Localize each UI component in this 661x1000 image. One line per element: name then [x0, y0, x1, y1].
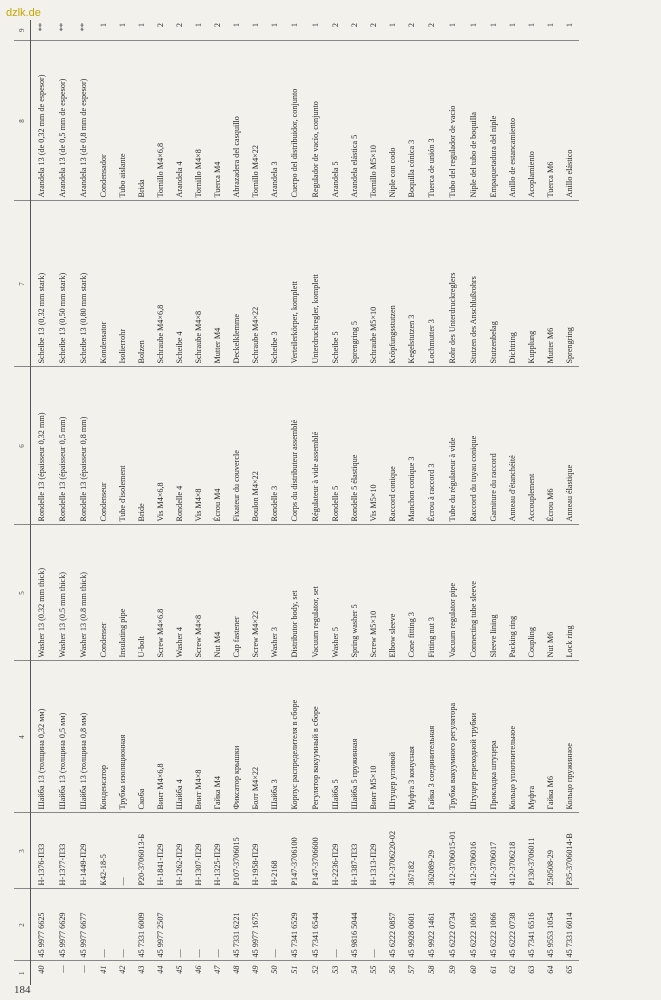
name-russian: Муфта 3 конусная: [402, 661, 421, 813]
item-number: —: [79, 965, 88, 973]
name-spanish: Arandela 3: [265, 41, 284, 201]
table-row: [227, 20, 246, 985]
item-number: 47: [213, 965, 222, 974]
catalog-code: 45 9922 1461: [421, 889, 442, 961]
name-french: Régulateur à vide assemblé: [305, 367, 326, 525]
name-english: Washer 4: [170, 525, 189, 661]
part-number: Н-1449-П29: [73, 813, 94, 889]
name-spanish: Arandela 13 (de 0,8 mm de espesor): [73, 41, 94, 201]
name-russian: Винт М4×6,8: [151, 661, 170, 813]
name-spanish: Niple con codo: [383, 41, 402, 201]
part-number: 412-3706015-01: [442, 813, 463, 889]
name-german: Sprengring: [560, 201, 579, 367]
table-row: [52, 20, 73, 985]
name-french: Garniture du raccord: [484, 367, 503, 525]
name-french: Manchon conique 3: [402, 367, 421, 525]
catalog-code: 45 9553 1054: [541, 889, 560, 961]
name-english: Insulating pipe: [113, 525, 132, 661]
table-row: [189, 20, 208, 985]
name-english: Vacuum regulator pipe: [442, 525, 463, 661]
catalog-code: 45 7341 6516: [522, 889, 541, 961]
name-french: Rondelle 13 (épaisseur 0,5 mm): [52, 367, 73, 525]
part-number: Н-1313-П29: [364, 813, 383, 889]
item-number: 40: [37, 965, 46, 974]
name-german: Schraube M4×8: [189, 201, 208, 367]
table-row: [522, 20, 541, 985]
name-russian: Шайба 5 пружинная: [345, 661, 364, 813]
catalog-code: 45 9977 1675: [246, 889, 265, 961]
item-number: 43: [137, 965, 146, 974]
item-number: —: [58, 965, 67, 973]
name-english: Vacuum regulator, set: [305, 525, 326, 661]
column-number: 6: [14, 367, 31, 525]
name-english: Washer 5: [326, 525, 345, 661]
name-russian: Шайба 5: [326, 661, 345, 813]
table-row: [503, 20, 522, 985]
name-spanish: Arandela 4: [170, 41, 189, 201]
name-french: Anneau élastique: [560, 367, 579, 525]
name-russian: Прокладка штуцера: [484, 661, 503, 813]
table-row: [305, 20, 326, 985]
table-body: [31, 20, 580, 985]
name-spanish: Tuerca de unión 3: [421, 41, 442, 201]
name-german: Scheibe 13 (0,50 mm stark): [52, 201, 73, 367]
parts-table-rotated: [14, 20, 654, 985]
quantity: 1: [463, 20, 484, 41]
catalog-code: 45 6222 0734: [442, 889, 463, 961]
quantity: 2: [364, 20, 383, 41]
item-number: 55: [369, 965, 378, 974]
name-french: Condenseur: [94, 367, 113, 525]
name-russian: Шайба 13 (толщина 0,8 мм): [73, 661, 94, 813]
catalog-code: —: [170, 889, 189, 961]
table-row: [402, 20, 421, 985]
column-number: 2: [14, 889, 31, 961]
name-german: Kupplung: [522, 201, 541, 367]
catalog-code: —: [208, 889, 227, 961]
name-english: Screw M5×10: [364, 525, 383, 661]
name-english: Packing ring: [503, 525, 522, 661]
name-french: Rondelle 13 (épaisseur 0,8 mm): [73, 367, 94, 525]
name-english: Spring washer 5: [345, 525, 364, 661]
name-german: Scheibe 3: [265, 201, 284, 367]
part-number: К42-18-5: [94, 813, 113, 889]
name-english: Sleeve lining: [484, 525, 503, 661]
name-english: U-bolt: [132, 525, 151, 661]
catalog-code: 45 9977 6625: [31, 889, 53, 961]
name-german: Sprengring 5: [345, 201, 364, 367]
quantity: 1: [522, 20, 541, 41]
quantity: **: [73, 20, 94, 41]
name-russian: Кольцо уплотнительное: [503, 661, 522, 813]
name-german: Scheibe 4: [170, 201, 189, 367]
item-number: 41: [99, 965, 108, 974]
part-number: Н-1376-П33: [31, 813, 53, 889]
name-russian: Фиксатор крышки: [227, 661, 246, 813]
name-spanish: Arandela 13 (de 0,32 mm de espesor): [31, 41, 53, 201]
name-english: Screw M4×8: [189, 525, 208, 661]
name-english: Cap fastener: [227, 525, 246, 661]
table-row: [73, 20, 94, 985]
name-english: Coupling: [522, 525, 541, 661]
name-french: Écrou M6: [541, 367, 560, 525]
item-number: 53: [331, 965, 340, 974]
catalog-code: 45 7341 6529: [284, 889, 305, 961]
quantity: 1: [305, 20, 326, 41]
name-spanish: Brida: [132, 41, 151, 201]
name-russian: Шайба 3: [265, 661, 284, 813]
item-number: 42: [118, 965, 127, 974]
name-french: Rondelle 4: [170, 367, 189, 525]
name-spanish: Tubo aislante: [113, 41, 132, 201]
name-french: Corps du distributeur assemblé: [284, 367, 305, 525]
quantity: 2: [151, 20, 170, 41]
name-spanish: Tornillo M5×10: [364, 41, 383, 201]
catalog-code: 45 9977 6677: [73, 889, 94, 961]
name-english: Nut M6: [541, 525, 560, 661]
item-number: 50: [270, 965, 279, 974]
item-number: 44: [156, 965, 165, 974]
table-row: [246, 20, 265, 985]
name-french: Tube d'isolement: [113, 367, 132, 525]
table-row: [151, 20, 170, 985]
part-number: —: [113, 813, 132, 889]
name-english: Elbow sleeve: [383, 525, 402, 661]
column-number: 1: [14, 961, 31, 985]
name-russian: Трубка вакуумного регулятора: [442, 661, 463, 813]
quantity: 1: [484, 20, 503, 41]
part-number: Н-1958-П29: [246, 813, 265, 889]
quantity: 1: [265, 20, 284, 41]
name-spanish: Tuerca M4: [208, 41, 227, 201]
catalog-code: 45 7331 6014: [560, 889, 579, 961]
watermark-text: dzlk.de: [6, 7, 41, 19]
name-french: Rondelle 5: [326, 367, 345, 525]
name-russian: Кольцо пружинное: [560, 661, 579, 813]
quantity: 1: [246, 20, 265, 41]
table-row: [284, 20, 305, 985]
name-russian: Винт М4×8: [189, 661, 208, 813]
quantity: 1: [541, 20, 560, 41]
item-number: 59: [448, 965, 457, 974]
name-russian: Болт М4×22: [246, 661, 265, 813]
name-english: Washer 13 (0.5 mm thick): [52, 525, 73, 661]
name-french: Raccord du tuyau conique: [463, 367, 484, 525]
name-russian: Муфта: [522, 661, 541, 813]
quantity: 2: [402, 20, 421, 41]
quantity: 1: [132, 20, 151, 41]
part-number: Р107-3706015: [227, 813, 246, 889]
catalog-code: —: [265, 889, 284, 961]
name-english: Washer 13 (0.32 mm thick): [31, 525, 53, 661]
name-german: Kröpfungsstutzen: [383, 201, 402, 367]
table-row: [541, 20, 560, 985]
table-row: [170, 20, 189, 985]
item-number: 63: [527, 965, 536, 974]
name-spanish: Condensador: [94, 41, 113, 201]
name-german: Schraube M4×22: [246, 201, 265, 367]
name-german: Kondensator: [94, 201, 113, 367]
part-number: 362089-29: [421, 813, 442, 889]
name-german: Stutzenbelag: [484, 201, 503, 367]
quantity: 1: [442, 20, 463, 41]
part-number: Р147-3706100: [284, 813, 305, 889]
part-number: Р35-3706014-В: [560, 813, 579, 889]
name-french: Tube du régulateur à vide: [442, 367, 463, 525]
part-number: Н-1387-П33: [345, 813, 364, 889]
name-french: Écrou M4: [208, 367, 227, 525]
quantity: 2: [345, 20, 364, 41]
name-english: Screw M4×22: [246, 525, 265, 661]
name-russian: Гайка М6: [541, 661, 560, 813]
table-row: [463, 20, 484, 985]
name-russian: Гайка 3 соединительная: [421, 661, 442, 813]
item-number: 65: [565, 965, 574, 974]
catalog-code: 45 6222 1066: [484, 889, 503, 961]
name-french: Vis M4×6,8: [151, 367, 170, 525]
catalog-code: 45 6222 0857: [383, 889, 402, 961]
catalog-code: —: [189, 889, 208, 961]
page-number: 184: [14, 984, 31, 996]
name-spanish: Anillo elástico: [560, 41, 579, 201]
parts-table: [14, 20, 579, 985]
quantity: **: [31, 20, 53, 41]
quantity: 2: [326, 20, 345, 41]
part-number: 412-3706218: [503, 813, 522, 889]
table-row: [383, 20, 402, 985]
name-english: Condenser: [94, 525, 113, 661]
table-row: [132, 20, 151, 985]
part-number: Н-1262-П29: [170, 813, 189, 889]
name-german: Dichtring: [503, 201, 522, 367]
table-row: [560, 20, 579, 985]
table-row: [442, 20, 463, 985]
name-german: Scheibe 5: [326, 201, 345, 367]
table-row: [208, 20, 227, 985]
table-row: [421, 20, 442, 985]
item-number: 61: [489, 965, 498, 974]
catalog-code: —: [326, 889, 345, 961]
column-number: 9: [14, 20, 31, 41]
name-english: Distributor body, set: [284, 525, 305, 661]
quantity: 2: [170, 20, 189, 41]
name-french: Accouplement: [522, 367, 541, 525]
name-spanish: Arandela 13 (de 0,5 mm de espesor): [52, 41, 73, 201]
name-spanish: Arandela elástica 5: [345, 41, 364, 201]
name-spanish: Tornillo M4×8: [189, 41, 208, 201]
catalog-code: 45 9977 2507: [151, 889, 170, 961]
table-row: [265, 20, 284, 985]
quantity: 1: [227, 20, 246, 41]
name-russian: Шайба 13 (толщина 0,32 мм): [31, 661, 53, 813]
item-number: 49: [251, 965, 260, 974]
catalog-code: 45 7341 6544: [305, 889, 326, 961]
part-number: Н-1307-П29: [189, 813, 208, 889]
name-spanish: Tubo del regulador de vacío: [442, 41, 463, 201]
name-english: Cone fitting 3: [402, 525, 421, 661]
catalog-code: 45 9977 6629: [52, 889, 73, 961]
table-row: [31, 20, 53, 985]
name-english: Fitting nut 3: [421, 525, 442, 661]
item-number: 52: [311, 965, 320, 974]
name-spanish: Cuerpo del distribuidor, conjunto: [284, 41, 305, 201]
item-number: 64: [546, 965, 555, 974]
item-number: 46: [194, 965, 203, 974]
part-number: 367182: [402, 813, 421, 889]
catalog-code: 45 7331 6221: [227, 889, 246, 961]
quantity: 1: [383, 20, 402, 41]
column-number: 4: [14, 661, 31, 813]
name-spanish: Abrazadera del casquillo: [227, 41, 246, 201]
quantity: 1: [113, 20, 132, 41]
name-german: Unterdruckregler, komplett: [305, 201, 326, 367]
name-spanish: Boquilla cónica 3: [402, 41, 421, 201]
name-french: Vis M5×10: [364, 367, 383, 525]
table-row: [94, 20, 113, 985]
name-german: Bolzen: [132, 201, 151, 367]
catalog-code: 45 9928 0601: [402, 889, 421, 961]
name-french: Écrou à raccord 3: [421, 367, 442, 525]
name-russian: Регулятор вакуумный в сборе: [305, 661, 326, 813]
quantity: 1: [560, 20, 579, 41]
name-spanish: Acoplamiento: [522, 41, 541, 201]
item-number: 51: [290, 965, 299, 974]
name-english: Screw M4×6.8: [151, 525, 170, 661]
name-russian: Трубка изоляционная: [113, 661, 132, 813]
part-number: Н-1841-П29: [151, 813, 170, 889]
catalog-code: —: [113, 889, 132, 961]
name-russian: Шайба 4: [170, 661, 189, 813]
name-french: Fixateur du couvercle: [227, 367, 246, 525]
catalog-code: —: [94, 889, 113, 961]
catalog-code: —: [364, 889, 383, 961]
name-french: Vis M4×8: [189, 367, 208, 525]
column-number: 7: [14, 201, 31, 367]
name-german: Scheibe 13 (0,80 mm stark): [73, 201, 94, 367]
name-russian: Гайка М4: [208, 661, 227, 813]
item-number: 57: [407, 965, 416, 974]
part-number: Н-1325-П29: [208, 813, 227, 889]
part-number: 412-3706220-02: [383, 813, 402, 889]
column-number: 5: [14, 525, 31, 661]
name-russian: Скоба: [132, 661, 151, 813]
name-russian: Штуцер угловой: [383, 661, 402, 813]
part-number: Р147-3706600: [305, 813, 326, 889]
name-russian: Конденсатор: [94, 661, 113, 813]
table-row: [345, 20, 364, 985]
column-number-row: [14, 20, 31, 985]
table-row: [484, 20, 503, 985]
table-row: [326, 20, 345, 985]
name-russian: Шайба 13 (толщина 0,5 мм): [52, 661, 73, 813]
name-english: Lock ring: [560, 525, 579, 661]
item-number: 60: [469, 965, 478, 974]
name-german: Mutter M6: [541, 201, 560, 367]
name-french: Boulon M4×22: [246, 367, 265, 525]
quantity: 1: [503, 20, 522, 41]
name-german: Schraube M5×10: [364, 201, 383, 367]
quantity: 1: [284, 20, 305, 41]
name-spanish: Empaquetadura del niple: [484, 41, 503, 201]
part-number: 250508-29: [541, 813, 560, 889]
name-german: Schraube M4×6,8: [151, 201, 170, 367]
name-french: Bride: [132, 367, 151, 525]
catalog-code: 45 6222 0738: [503, 889, 522, 961]
part-number: Н-2236-П29: [326, 813, 345, 889]
name-spanish: Anillo de estancamiento: [503, 41, 522, 201]
part-number: 412-3706017: [484, 813, 503, 889]
name-spanish: Regulador de vacío, conjunto: [305, 41, 326, 201]
item-number: 45: [175, 965, 184, 974]
catalog-code: 45 7331 6009: [132, 889, 151, 961]
name-german: Kegelstutzen 3: [402, 201, 421, 367]
quantity: 2: [421, 20, 442, 41]
name-german: Rohr des Unterdruckreglers: [442, 201, 463, 367]
name-russian: Винт М5×10: [364, 661, 383, 813]
name-french: Rondelle 13 (épaisseur 0,32 mm): [31, 367, 53, 525]
part-number: Р130-3706011: [522, 813, 541, 889]
part-number: Р20-3706013-Б: [132, 813, 151, 889]
name-french: Raccord conique: [383, 367, 402, 525]
name-german: Stutzen des Anschlußrohrs: [463, 201, 484, 367]
item-number: 54: [350, 965, 359, 974]
quantity: **: [52, 20, 73, 41]
name-german: Verteilerkörper, komplett: [284, 201, 305, 367]
name-russian: Корпус распределителя в сборе: [284, 661, 305, 813]
name-english: Washer 13 (0.8 mm thick): [73, 525, 94, 661]
table-row: [113, 20, 132, 985]
name-german: Mutter M4: [208, 201, 227, 367]
part-number: 412-3706016: [463, 813, 484, 889]
quantity: 1: [94, 20, 113, 41]
name-english: Connecting tube sleeve: [463, 525, 484, 661]
column-number: 8: [14, 41, 31, 201]
catalog-code: 45 6222 1065: [463, 889, 484, 961]
name-spanish: Tornillo M4×6,8: [151, 41, 170, 201]
name-french: Rondelle 3: [265, 367, 284, 525]
name-french: Rondelle 5 élastique: [345, 367, 364, 525]
name-english: Washer 3: [265, 525, 284, 661]
table-row: [364, 20, 383, 985]
item-number: 48: [232, 965, 241, 974]
catalog-code: 45 9816 5044: [345, 889, 364, 961]
name-spanish: Tornillo M4×22: [246, 41, 265, 201]
quantity: 1: [189, 20, 208, 41]
name-german: Scheibe 13 (0,32 mm stark): [31, 201, 53, 367]
item-number: 62: [508, 965, 517, 974]
part-number: Н-2168: [265, 813, 284, 889]
name-english: Nut M4: [208, 525, 227, 661]
quantity: 2: [208, 20, 227, 41]
item-number: 58: [427, 965, 436, 974]
name-spanish: Tuerca M6: [541, 41, 560, 201]
name-german: Deckelklemme: [227, 201, 246, 367]
column-number: 3: [14, 813, 31, 889]
name-spanish: Arandela 5: [326, 41, 345, 201]
name-german: Lochmutter 3: [421, 201, 442, 367]
name-russian: Штуцер переходной трубки: [463, 661, 484, 813]
part-number: Н-1377-П33: [52, 813, 73, 889]
name-german: Isolierrohr: [113, 201, 132, 367]
name-spanish: Niple del tubo de boquilla: [463, 41, 484, 201]
item-number: 56: [388, 965, 397, 974]
name-french: Anneau d'étanchéité: [503, 367, 522, 525]
